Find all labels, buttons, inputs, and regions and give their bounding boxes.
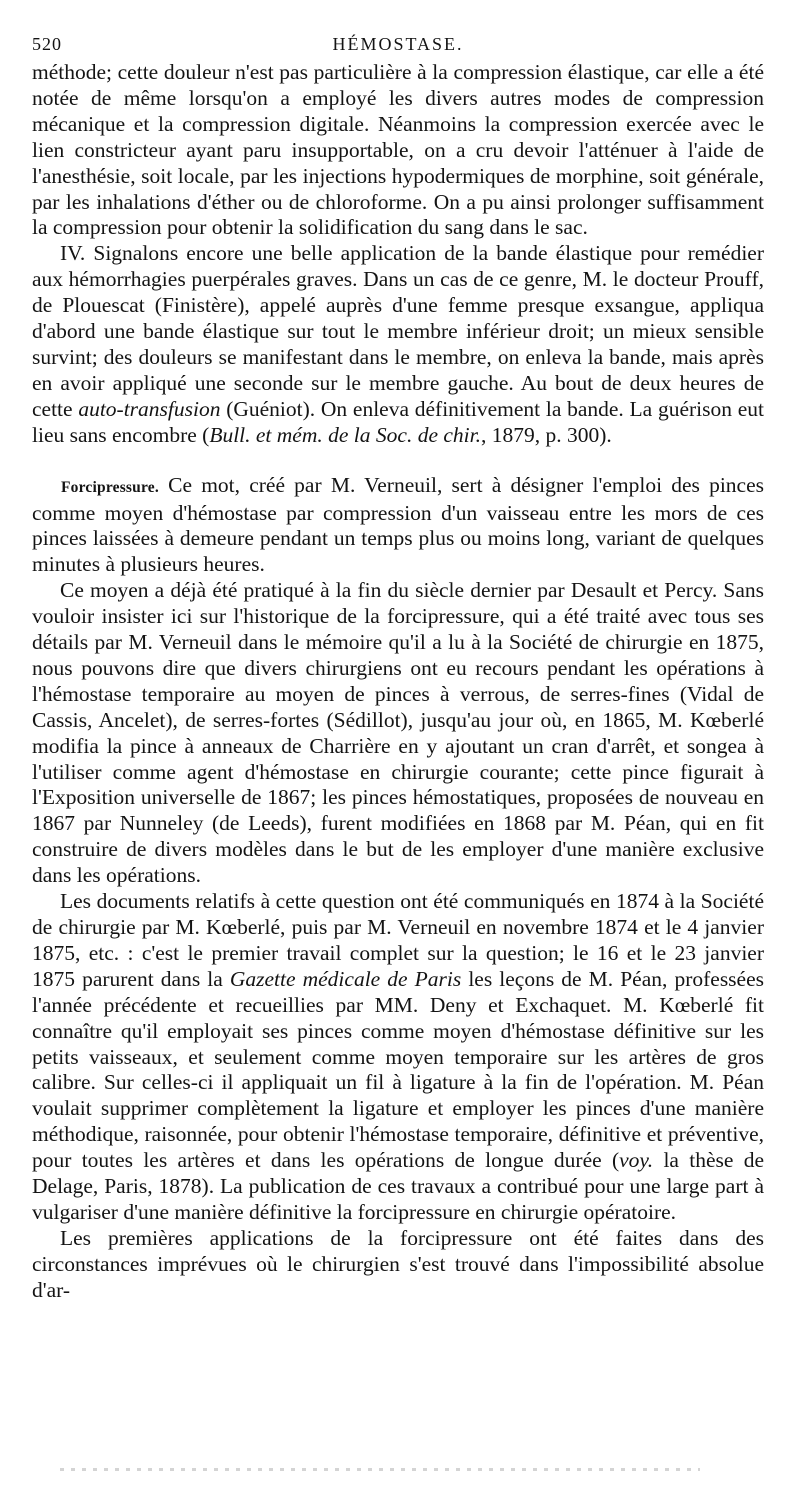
scan-artifact-line [60, 1468, 700, 1471]
section-heading: Forcipressure. [61, 478, 159, 496]
paragraph-iv-citation: Bull. et mém. de la Soc. de chir. [209, 422, 481, 447]
paragraph-documents-journal: Gazette médicale de Paris [229, 966, 462, 991]
paragraph-documents-voy: voy. [619, 1148, 654, 1173]
body-text [32, 60, 764, 1304]
paragraph-documents-text-a: Les documents relatifs à cette question ont été communiqués en 1874 à la Société de chirurgie par M. Kœberlé, puis par M. Verneuil en novembre 1874 et le 4 janvier 1875, etc. : c'est le premier travail complet sur la question; le 16 et le 23 janvier 1875 parurent dans la [32, 889, 764, 991]
section-text: Ce mot, créé par M. Verneuil, sert à désigner l'emploi des pinces comme moyen d'hémostase par compression d'un vaisseau entre les mors de ces pinces laissées à demeure pendant un temps plus ou moins long, variant de quelques minutes à plusieurs heures. [32, 472, 764, 577]
paragraph-applications: Les premières applications de la forcipressure ont été faites dans des circonstances imprévues où le chirurgien s'est trouvé dans l'impossibilité absolue d'ar- [32, 1225, 764, 1302]
paragraph-documents [32, 889, 764, 1226]
paragraph-history: Ce moyen a déjà été pratiqué à la fin du siècle dernier par Desault et Percy. Sans vouloir insister ici sur l'historique de la forcipressure, qui a été traité avec tous ses détails par M. Verneuil dans le mémoire qu'il a lu à la Société de chirurgie en 1875, nous pouvons dire que divers chirurgiens ont eu recours pendant les opérations à l'hémostase temporaire au moyen de pinces à verrous, de serres-fines (Vidal de Cassis, Ancelet), de serres-fortes (Sédillot), jusqu'au jour où, en 1865, M. Kœberlé modifia la pince à anneaux de Charrière en y ajoutant un cran d'arrêt, et songea à l'utiliser comme agent d'hémostase en chirurgie courante; cette pince figurait à l'Exposition universelle de 1867; les pinces hémostatiques, proposées de nouveau en 1867 par Nunneley (de Leeds), furent modifiées en 1868 par M. Péan, qui en fit construire de divers modèles dans le but de les employer d'une manière exclusive dans les opérations. [32, 578, 764, 888]
running-header [32, 30, 764, 60]
paragraph-iv-emphasis-a: auto-transfusion [78, 396, 221, 421]
paragraph-iv [32, 241, 764, 448]
paragraph-documents-text-b: les leçons de M. Péan, professées l'année précédente et recueillies par MM. Deny et Exchaquet. M. Kœberlé fit connaître qu'il employait ses pinces comme moyen d'hémostase définitive sur les petits vaisseaux, et seulement comme moyen temporaire sur les artères de gros calibre. Sur celles-ci il appliquait un fil à ligature à la fin de l'opération. M. Péan voulait supprimer complètement la ligature et employer les pinces d'une manière méthodique, raisonnée, pour obtenir l'hémostase temporaire, définitive et préventive, pour toutes les artères et dans les opérations de longue durée ( [32, 966, 764, 1173]
page-number: 520 [32, 34, 62, 54]
page [32, 30, 764, 1304]
paragraph-documents-text-c: la thèse de Delage, Paris, 1878). La publication de ces travaux a contribué pour une large part à vulgariser d'une manière définitive la forcipressure en chirurgie opératoire. [32, 1148, 764, 1224]
paragraph-continued: méthode; cette douleur n'est pas particulière à la compression élastique, car elle a été notée de même lorsqu'on a employé les divers autres modes de compression mécanique et la compression digitale. Néanmoins la compression exercée avec le lien constricteur ayant paru insupportable, on a cru devoir l'atténuer à l'aide de l'anesthésie, soit locale, par les injections hypodermiques de morphine, soit générale, par les inhalations d'éther ou de chloroforme. On a pu ainsi prolonger suffisamment la compression pour obtenir la solidification du sang dans le sac. [32, 60, 764, 240]
section-forcipressure [32, 473, 764, 579]
running-title: HÉMOSTASE. [332, 34, 464, 54]
paragraph-iv-text-b: (Guéniot). On enleva définitivement la bande. La guérison eut lieu sans encombre ( [32, 396, 764, 447]
paragraph-iv-text-c: , 1879, p. 300). [480, 422, 612, 447]
paragraph-iv-text-a: IV. Signalons encore une belle application de la bande élastique pour remédier aux hémorrhagies puerpérales graves. Dans un cas de ce genre, M. le docteur Prouff, de Plouescat (Finistère), appelé auprès d'une femme presque exsangue, appliqua d'abord une bande élastique sur tout le membre inférieur droit; un mieux sensible survint; des douleurs se manifestant dans le membre, on enleva la bande, mais après en avoir appliqué une seconde sur le membre gauche. Au bout de deux heures de cette [32, 241, 764, 421]
